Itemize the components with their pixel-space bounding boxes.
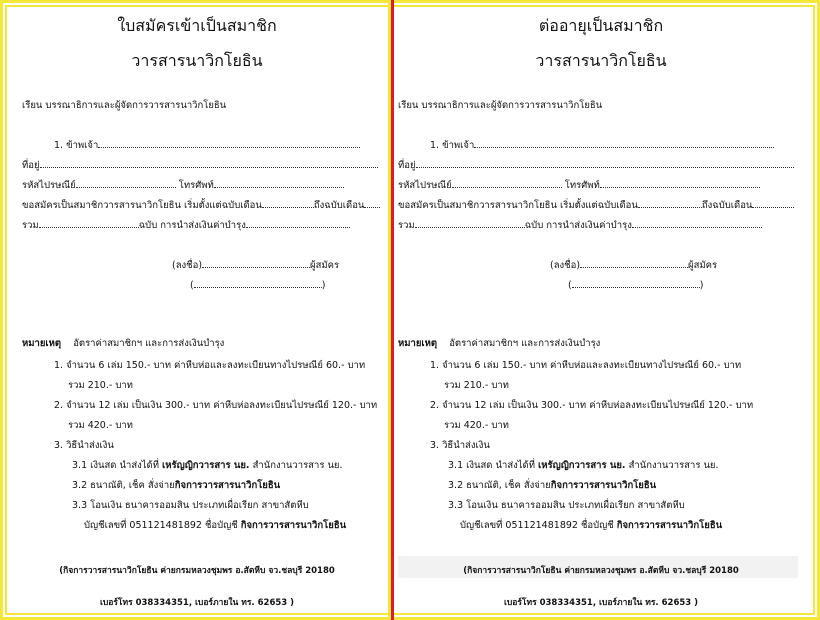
apply-row — [398, 198, 794, 213]
note-head: หมายเหตุ — [22, 338, 62, 349]
phone-field[interactable] — [600, 178, 760, 188]
note-row — [22, 336, 224, 351]
form-title: ใบสมัครเข้าเป็นสมาชิก — [117, 16, 277, 35]
name-label: 1. ข้าพเจ้า — [430, 140, 475, 151]
item2-total: รวม 420.- บาท — [444, 420, 509, 431]
footer-phone: เบอร์โทร 038334351, เบอร์ภายใน ทร. 62653 ) — [503, 598, 699, 608]
item2-total: รวม 420.- บาท — [68, 420, 133, 431]
method-cash-office: สำนักงานวารสาร นย. — [625, 460, 719, 471]
method-cash-text: 3.1 เงินสด นำส่งได้ที่ — [72, 460, 162, 471]
addressee: เรียน บรรณาธิการและผู้จัดการวารสารนาวิกโยธิน — [398, 100, 603, 111]
issues-label: ฉบับ การนำส่งเงินค่าบำรุง — [138, 220, 246, 231]
applicant-label: ผู้สมัคร — [310, 260, 340, 271]
journal-title: วารสารนาวิกโยธิน — [535, 51, 667, 70]
note-head: หมายเหตุ — [398, 338, 438, 349]
note-title: อัตราค่าสมาชิกฯ และการส่งเงินบำรุง — [449, 338, 601, 349]
total-label: รวม — [22, 220, 39, 231]
address-label: ที่อยู่ — [22, 160, 40, 171]
account-name: กิจการวารสารนาวิกโยธิน — [616, 520, 723, 531]
footer-phone: เบอร์โทร 038334351, เบอร์ภายใน ทร. 62653 ) — [99, 598, 295, 608]
method-cash-recipient: เหรัญญิกวารสาร นย. — [162, 460, 250, 471]
signature-field[interactable] — [202, 258, 310, 268]
method-transfer: 3.3 โอนเงิน ธนาคารออมสิน ประเภทเผื่อเรียก สาขาสัตหีบ — [448, 500, 685, 511]
postcode-row — [398, 178, 760, 193]
printed-name-row: ( ) — [568, 280, 704, 291]
postcode-label: รหัสไปรษณีย์ — [22, 180, 76, 191]
item1: 1. จำนวน 6 เล่ม 150.- บาท ค่าหีบห่อและลงทะเบียนทางไปรษณีย์ 60.- บาท — [54, 360, 366, 371]
apply-text: ขอสมัครเป็นสมาชิกวารสารนาวิกโยธิน เริ่มตั้งแต่ฉบับเดือน — [22, 200, 262, 211]
postcode-row — [22, 178, 344, 193]
form-new-member — [12, 0, 382, 620]
address-row — [22, 158, 378, 173]
form-title: ต่ออายุเป็นสมาชิก — [538, 16, 664, 35]
applicant-label: ผู้สมัคร — [688, 260, 718, 271]
name-label: 1. ข้าพเจ้า — [54, 140, 99, 151]
account-name: กิจการวารสารนาวิกโยธิน — [240, 520, 347, 531]
item1-total: รวม 210.- บาท — [444, 380, 509, 391]
total-label: รวม — [398, 220, 415, 231]
address-field[interactable] — [40, 158, 378, 168]
addressee: เรียน บรรณาธิการและผู้จัดการวารสารนาวิกโยธิน — [22, 100, 227, 111]
end-month-field[interactable] — [752, 198, 794, 208]
account-number: บัญชีเลขที่ 051121481892 ชื่อบัญชี — [84, 520, 241, 531]
method-cheque-payee: กิจการวารสารนาวิกโยธิน — [550, 480, 657, 491]
end-month-field[interactable] — [364, 198, 380, 208]
method-cash — [448, 458, 719, 473]
signature-row — [172, 258, 339, 273]
printed-name-field[interactable] — [194, 278, 322, 288]
name-field[interactable] — [474, 138, 774, 148]
item1: 1. จำนวน 6 เล่ม 150.- บาท ค่าหีบห่อและลงทะเบียนทางไปรษณีย์ 60.- บาท — [430, 360, 742, 371]
item2: 2. จำนวน 12 เล่ม เป็นเงิน 300.- บาท ค่าหีบห่อลงทะเบียนไปรษณีย์ 120.- บาท — [54, 400, 378, 411]
signature-field[interactable] — [580, 258, 688, 268]
sign-label: (ลงชื่อ) — [172, 260, 203, 271]
payment-field[interactable] — [632, 218, 762, 228]
printed-name-field[interactable] — [572, 278, 700, 288]
address-label: ที่อยู่ — [398, 160, 416, 171]
journal-title: วารสารนาวิกโยธิน — [131, 51, 263, 70]
method-cheque — [72, 478, 280, 493]
item2: 2. จำนวน 12 เล่ม เป็นเงิน 300.- บาท ค่าหีบห่อลงทะเบียนไปรษณีย์ 120.- บาท — [430, 400, 754, 411]
name-row — [54, 138, 360, 153]
method-cheque-payee: กิจการวารสารนาวิกโยธิน — [174, 480, 281, 491]
start-month-field[interactable] — [638, 198, 702, 208]
method-cash-recipient: เหรัญญิกวารสาร นย. — [538, 460, 626, 471]
note-row — [398, 336, 600, 351]
address-row — [398, 158, 794, 173]
issues-field[interactable] — [415, 218, 525, 228]
start-month-field[interactable] — [262, 198, 314, 208]
payment-field[interactable] — [246, 218, 350, 228]
footer-address: (กิจการวารสารนาวิกโยธิน ค่ายกรมหลวงชุมพร อ.สัตหีบ จว.ชลบุรี 20180 — [59, 566, 335, 576]
account-row — [84, 518, 346, 533]
method-cash-office: สำนักงานวารสาร นย. — [249, 460, 343, 471]
account-row — [460, 518, 722, 533]
postcode-field[interactable] — [452, 178, 562, 188]
postcode-field[interactable] — [76, 178, 176, 188]
printed-name-row: ( ) — [190, 280, 326, 291]
name-row — [430, 138, 774, 153]
method-cheque — [448, 478, 656, 493]
sign-label: (ลงชื่อ) — [550, 260, 581, 271]
total-row — [398, 218, 762, 233]
postcode-label: รหัสไปรษณีย์ — [398, 180, 452, 191]
account-number: บัญชีเลขที่ 051121481892 ชื่อบัญชี — [460, 520, 617, 531]
until-label: ถึงฉบับเดือน — [701, 200, 753, 211]
apply-text: ขอสมัครเป็นสมาชิกวารสารนาวิกโยธิน เริ่มตั้งแต่ฉบับเดือน — [398, 200, 638, 211]
phone-label: โทรศัพท์ — [178, 180, 214, 191]
method-cheque-text: 3.2 ธนาณัติ, เช็ค สั่งจ่าย — [72, 480, 175, 491]
item3: 3. วิธีนำส่งเงิน — [54, 440, 114, 451]
apply-row — [22, 198, 380, 213]
signature-row — [550, 258, 717, 273]
method-cash — [72, 458, 343, 473]
form-renewal — [398, 0, 804, 620]
total-row — [22, 218, 350, 233]
until-label: ถึงฉบับเดือน — [313, 200, 365, 211]
method-transfer: 3.3 โอนเงิน ธนาคารออมสิน ประเภทเผื่อเรียก สาขาสัตหีบ — [72, 500, 309, 511]
phone-label: โทรศัพท์ — [564, 180, 600, 191]
name-field[interactable] — [98, 138, 360, 148]
method-cheque-text: 3.2 ธนาณัติ, เช็ค สั่งจ่าย — [448, 480, 551, 491]
footer-address: (กิจการวารสารนาวิกโยธิน ค่ายกรมหลวงชุมพร อ.สัตหีบ จว.ชลบุรี 20180 — [463, 566, 739, 576]
note-title: อัตราค่าสมาชิกฯ และการส่งเงินบำรุง — [73, 338, 225, 349]
issues-label: ฉบับ การนำส่งเงินค่าบำรุง — [524, 220, 632, 231]
item3: 3. วิธีนำส่งเงิน — [430, 440, 490, 451]
address-field[interactable] — [416, 158, 794, 168]
divider-red — [391, 0, 394, 620]
method-cash-text: 3.1 เงินสด นำส่งได้ที่ — [448, 460, 538, 471]
phone-field[interactable] — [214, 178, 344, 188]
item1-total: รวม 210.- บาท — [68, 380, 133, 391]
issues-field[interactable] — [39, 218, 139, 228]
